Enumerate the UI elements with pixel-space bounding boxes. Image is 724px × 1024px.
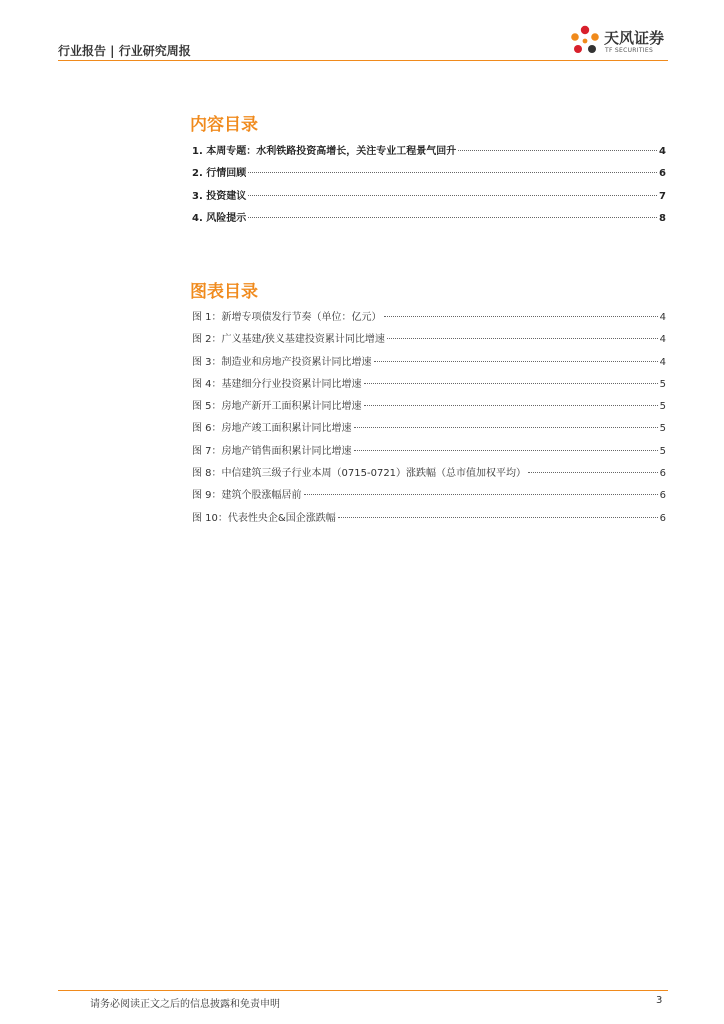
toc-entry-page[interactable]: 7 — [659, 190, 666, 202]
toc-entry-label[interactable]: 2. 行情回顾 — [192, 168, 247, 180]
figure-entry-page[interactable]: 4 — [659, 356, 666, 368]
toc-entry-label[interactable]: 1. 本周专题：水利铁路投资高增长，关注专业工程景气回升 — [192, 146, 457, 157]
toc-entry-label[interactable]: 4. 风险提示 — [192, 212, 247, 224]
dot-leader — [387, 338, 658, 339]
toc-entry-label[interactable]: 3. 投资建议 — [192, 190, 247, 202]
dot-leader — [338, 517, 658, 518]
dot-leader — [304, 494, 658, 495]
toc-entry-page[interactable]: 4 — [659, 146, 666, 157]
dot-leader — [248, 172, 657, 173]
page-number: 3 — [656, 995, 663, 1006]
figure-entry-label[interactable]: 图 3：制造业和房地产投资累计同比增速 — [192, 356, 372, 368]
toc-entry-page[interactable]: 8 — [659, 212, 666, 224]
contents-heading: 内容目录 — [190, 115, 258, 135]
figure-entry-page[interactable]: 4 — [659, 312, 666, 323]
figure-entry-label[interactable]: 图 2：广义基建/狭义基建投资累计同比增速 — [192, 334, 385, 346]
figure-entry[interactable] — [192, 486, 666, 508]
figure-entry-page[interactable]: 5 — [659, 423, 666, 435]
figures-list — [192, 308, 666, 531]
figure-entry[interactable] — [192, 464, 666, 486]
figure-entry[interactable] — [192, 353, 666, 375]
figure-entry[interactable] — [192, 442, 666, 464]
dot-leader — [458, 150, 657, 151]
figure-entry-label[interactable]: 图 6：房地产竣工面积累计同比增速 — [192, 423, 352, 435]
figure-entry-label[interactable]: 图 8：中信建筑三级子行业本周（0715-0721）涨跌幅（总市值加权平均） — [192, 468, 527, 480]
report-category: 行业报告 | 行业研究周报 — [58, 44, 191, 58]
figure-entry-label[interactable]: 图 7：房地产销售面积累计同比增速 — [192, 445, 352, 457]
logo-name: 天风证券 — [604, 29, 665, 47]
figures-heading: 图表目录 — [190, 282, 258, 302]
flower-logo-icon — [568, 24, 602, 58]
toc-entry[interactable] — [192, 187, 666, 209]
dot-leader — [374, 361, 658, 362]
figure-entry-page[interactable]: 4 — [659, 334, 666, 346]
toc-entry[interactable] — [192, 164, 666, 186]
footer-disclaimer: 请务必阅读正文之后的信息披露和免责申明 — [90, 999, 280, 1010]
figure-entry[interactable] — [192, 375, 666, 397]
header-divider — [58, 60, 668, 61]
figure-entry-page[interactable]: 6 — [659, 512, 666, 524]
dot-leader — [528, 472, 658, 473]
figure-entry-label[interactable]: 图 1：新增专项债发行节奏（单位：亿元） — [192, 312, 382, 323]
dot-leader — [354, 427, 658, 428]
toc-entry[interactable] — [192, 142, 666, 164]
contents-list — [192, 142, 666, 231]
dot-leader — [248, 195, 657, 196]
figure-entry[interactable] — [192, 397, 666, 419]
figure-entry-label[interactable]: 图 10：代表性央企&国企涨跌幅 — [192, 512, 336, 524]
logo-subtitle: TF SECURITIES — [605, 47, 654, 54]
dot-leader — [248, 217, 657, 218]
dot-leader — [354, 450, 658, 451]
dot-leader — [364, 383, 658, 384]
figure-entry-page[interactable]: 5 — [659, 378, 666, 390]
toc-entry[interactable] — [192, 209, 666, 231]
figure-entry[interactable] — [192, 509, 666, 531]
figure-entry-label[interactable]: 图 5：房地产新开工面积累计同比增速 — [192, 401, 362, 413]
figure-entry-page[interactable]: 6 — [659, 468, 666, 480]
toc-entry-page[interactable]: 6 — [659, 168, 666, 180]
figure-entry[interactable] — [192, 330, 666, 352]
dot-leader — [364, 405, 658, 406]
figure-entry-label[interactable]: 图 9：建筑个股涨幅居前 — [192, 490, 302, 502]
figure-entry[interactable] — [192, 419, 666, 441]
figure-entry-page[interactable]: 6 — [659, 490, 666, 502]
figure-entry[interactable] — [192, 308, 666, 330]
dot-leader — [384, 316, 658, 317]
figure-entry-page[interactable]: 5 — [659, 401, 666, 413]
figure-entry-page[interactable]: 5 — [659, 445, 666, 457]
company-logo — [568, 24, 678, 60]
figure-entry-label[interactable]: 图 4：基建细分行业投资累计同比增速 — [192, 378, 362, 390]
footer-divider — [58, 990, 668, 991]
